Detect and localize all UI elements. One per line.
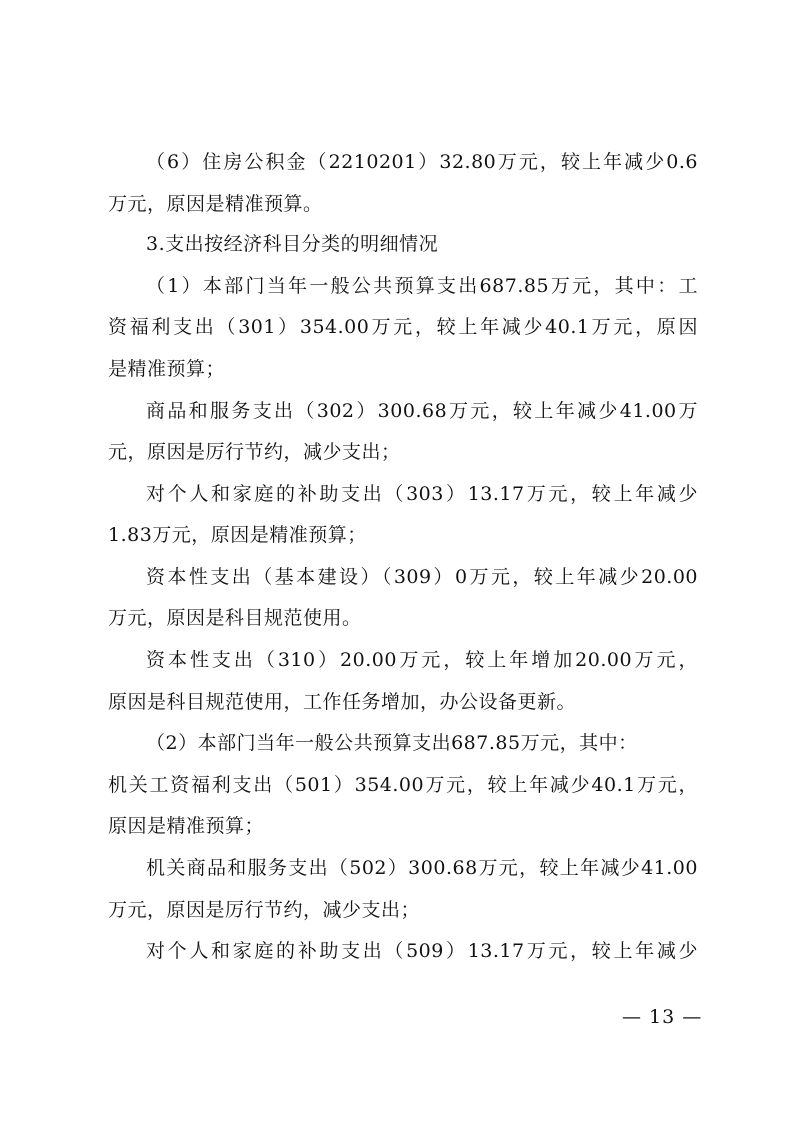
paragraph-line-14: 原因是科目规范使用，工作任务增加，办公设备更新。 [108, 691, 577, 713]
paragraph-line-2: 万元，原因是精准预算。 [108, 193, 323, 215]
page-number: — 13 — [622, 1006, 703, 1028]
paragraph-line-6: 是精准预算； [108, 358, 226, 380]
paragraph-line-13: 资本性支出（310）20.00万元，较上年增加20.00万元， [146, 649, 698, 671]
paragraph-line-17: 原因是精准预算； [108, 815, 265, 837]
paragraph-line-5: 资福利支出（301）354.00万元，较上年减少40.1万元，原因 [108, 316, 698, 338]
section-heading-3: 3.支出按经济科目分类的明细情况 [146, 233, 439, 255]
paragraph-line-7: 商品和服务支出（302）300.68万元，较上年减少41.00万 [146, 400, 698, 422]
paragraph-line-18: 机关商品和服务支出（502）300.68万元，较上年减少41.00 [146, 857, 698, 879]
paragraph-line-20: 对个人和家庭的补助支出（509）13.17万元，较上年减少 [146, 940, 698, 962]
paragraph-line-8: 元，原因是厉行节约，减少支出； [108, 441, 401, 463]
paragraph-line-9: 对个人和家庭的补助支出（303）13.17万元，较上年减少 [146, 483, 698, 505]
paragraph-line-1: （6）住房公积金（2210201）32.80万元，较上年减少0.6 [146, 151, 698, 173]
paragraph-line-11: 资本性支出（基本建设）（309）0万元，较上年减少20.00 [146, 566, 698, 588]
paragraph-line-4: （1）本部门当年一般公共预算支出687.85万元，其中：工 [146, 275, 698, 297]
paragraph-line-12: 万元，原因是科目规范使用。 [108, 607, 362, 629]
paragraph-line-19: 万元，原因是厉行节约，减少支出； [108, 899, 421, 921]
paragraph-line-15: （2）本部门当年一般公共预算支出687.85万元，其中： [146, 732, 638, 754]
paragraph-line-10: 1.83万元，原因是精准预算； [108, 524, 367, 546]
paragraph-line-16: 机关工资福利支出（501）354.00万元，较上年减少40.1万元， [108, 774, 698, 796]
